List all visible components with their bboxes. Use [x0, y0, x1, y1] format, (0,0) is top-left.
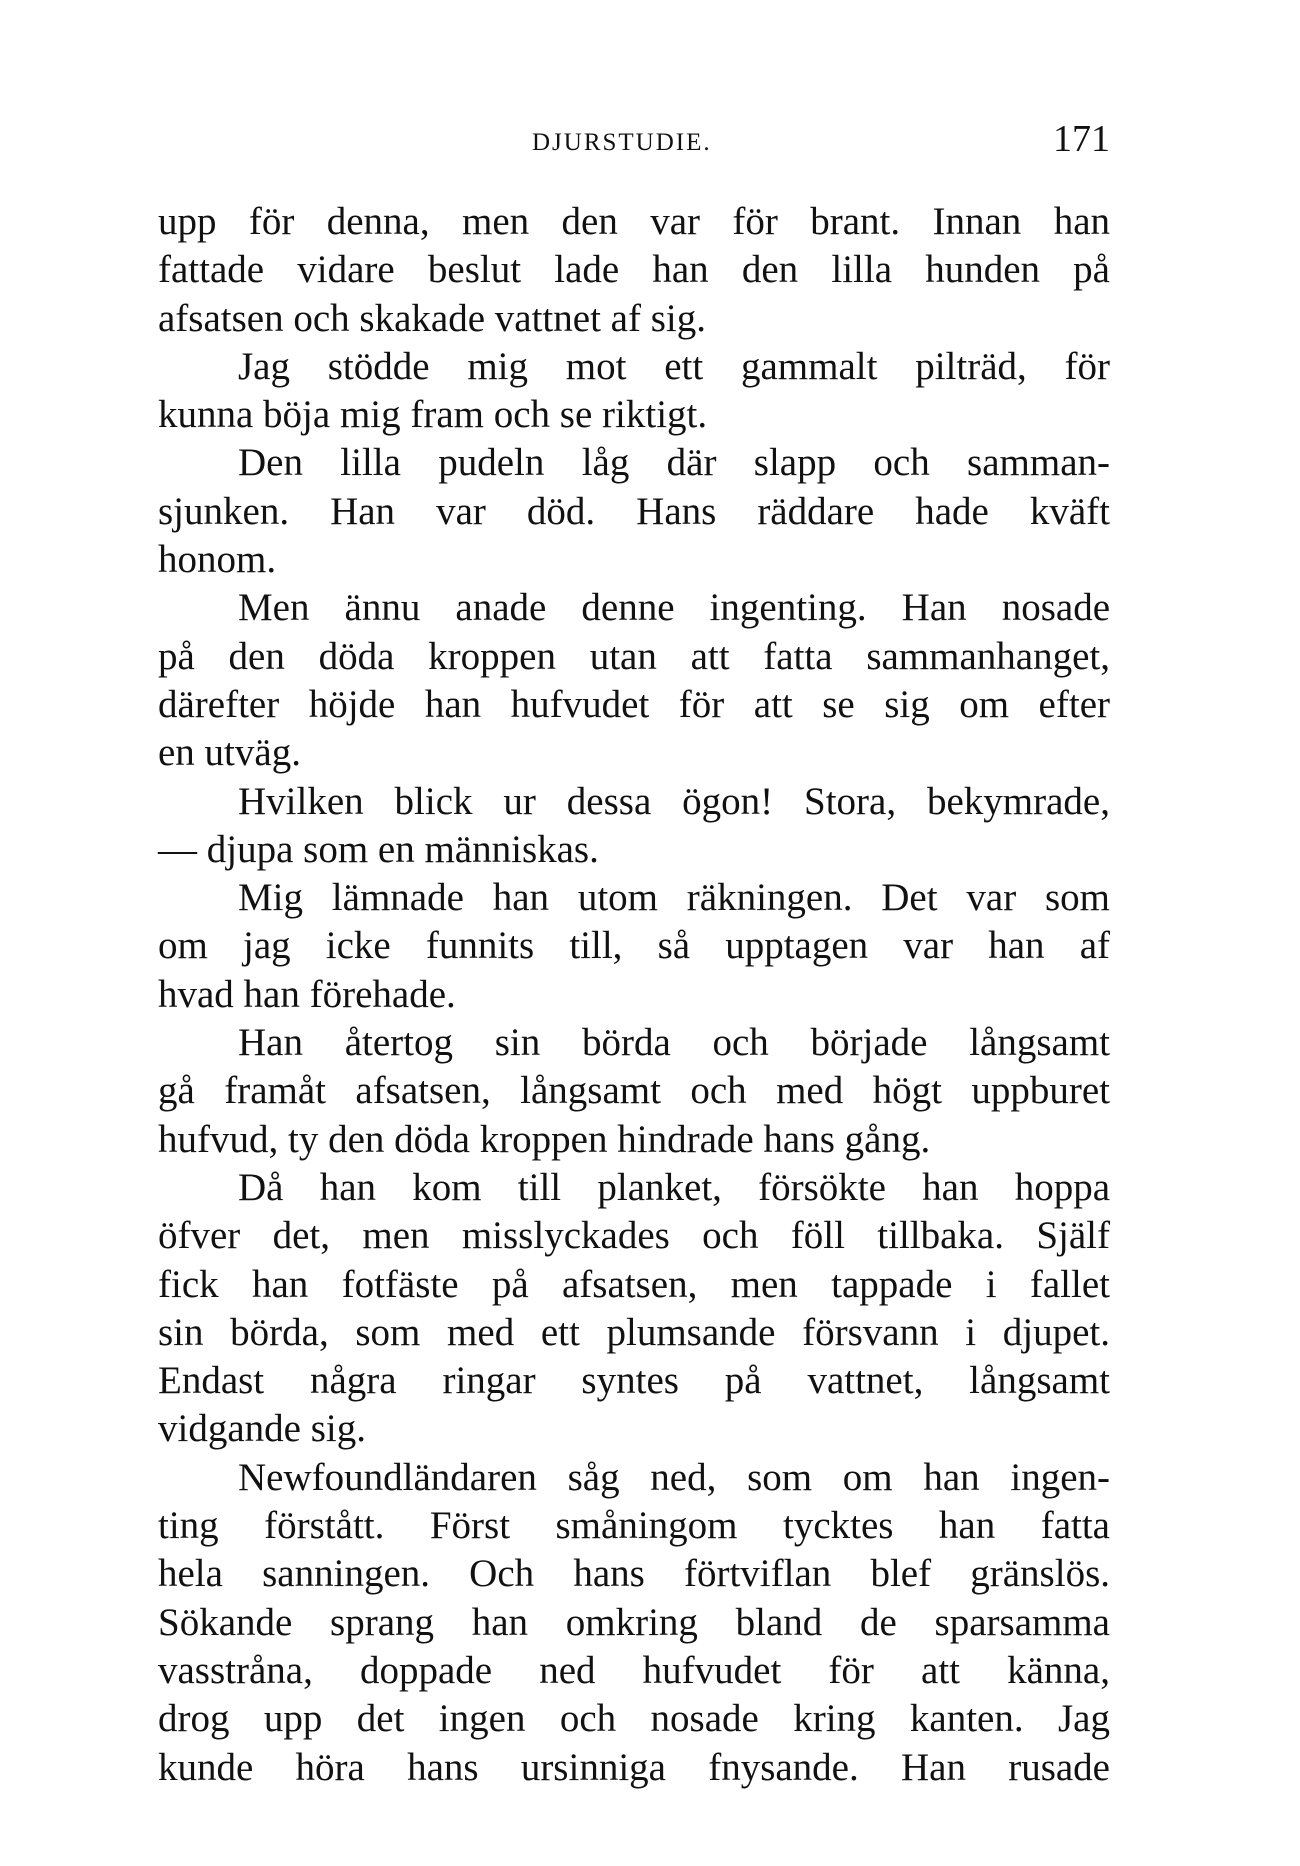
text-line: Jag stödde mig mot ett gammalt pilträd, för: [238, 344, 1110, 388]
text-line: en utväg.: [158, 731, 301, 775]
text-line: fattade vidare beslut lade han den lilla hunden på: [158, 248, 1110, 292]
text-line: Den lilla pudeln låg där slapp och samman-: [238, 441, 1110, 485]
text-line: sjunken. Han var död. Hans räddare hade kväft: [158, 489, 1110, 533]
text-line: därefter höjde han hufvudet för att se sig om efter: [158, 682, 1110, 726]
text-line: Endast några ringar syntes på vattnet, långsamt: [158, 1359, 1110, 1403]
text-line: vasstråna, doppade ned hufvudet för att känna,: [158, 1648, 1110, 1692]
text-line: drog upp det ingen och nosade kring kanten. Jag: [158, 1697, 1110, 1741]
text-line: upp för denna, men den var för brant. Innan han: [158, 200, 1110, 243]
text-line: Mig lämnade han utom räkningen. Det var som: [238, 876, 1110, 920]
text-line: hvad han förehade.: [158, 972, 456, 1016]
text-line: Då han kom till planket, försökte han hoppa: [238, 1165, 1110, 1209]
page-number: 171: [1053, 118, 1110, 160]
text-line: Newfoundländaren såg ned, som om han ingen-: [238, 1455, 1110, 1499]
text-line: om jag icke funnits till, så upptagen var han af: [158, 924, 1110, 968]
text-line: kunde höra hans ursinniga fnysande. Han rusade: [158, 1745, 1110, 1789]
text-line: hela sanningen. Och hans förtviflan blef gränslös.: [158, 1552, 1110, 1596]
text-line: fick han fotfäste på afsatsen, men tappade i fallet: [158, 1262, 1110, 1306]
page-header: [158, 118, 1110, 168]
text-line: hufvud, ty den döda kroppen hindrade hans gång.: [158, 1117, 931, 1161]
text-line: Sökande sprang han omkring bland de sparsamma: [158, 1600, 1110, 1644]
text-line: honom.: [158, 538, 277, 582]
text-line: på den döda kroppen utan att fatta sammanhanget,: [158, 634, 1110, 678]
text-line: vidgande sig.: [158, 1407, 366, 1451]
body-text: [158, 198, 1110, 1792]
text-line: — djupa som en människas.: [158, 827, 599, 871]
text-line: Men ännu anade denne ingenting. Han nosade: [238, 586, 1110, 630]
text-line: Hvilken blick ur dessa ögon! Stora, bekymrade,: [238, 779, 1110, 823]
text-line: öfver det, men misslyckades och föll tillbaka. Själf: [158, 1214, 1110, 1258]
text-line: afsatsen och skakade vattnet af sig.: [158, 296, 706, 340]
text-line: sin börda, som med ett plumsande försvann i djupet.: [158, 1310, 1110, 1354]
text-line: ting förstått. Först småningom tycktes han fatta: [158, 1504, 1110, 1548]
running-head: DJURSTUDIE.: [532, 129, 712, 156]
text-line: Han återtog sin börda och började långsamt: [238, 1021, 1110, 1065]
text-line: kunna böja mig fram och se riktigt.: [158, 393, 708, 437]
text-line: gå framåt afsatsen, långsamt och med högt uppburet: [158, 1069, 1110, 1113]
